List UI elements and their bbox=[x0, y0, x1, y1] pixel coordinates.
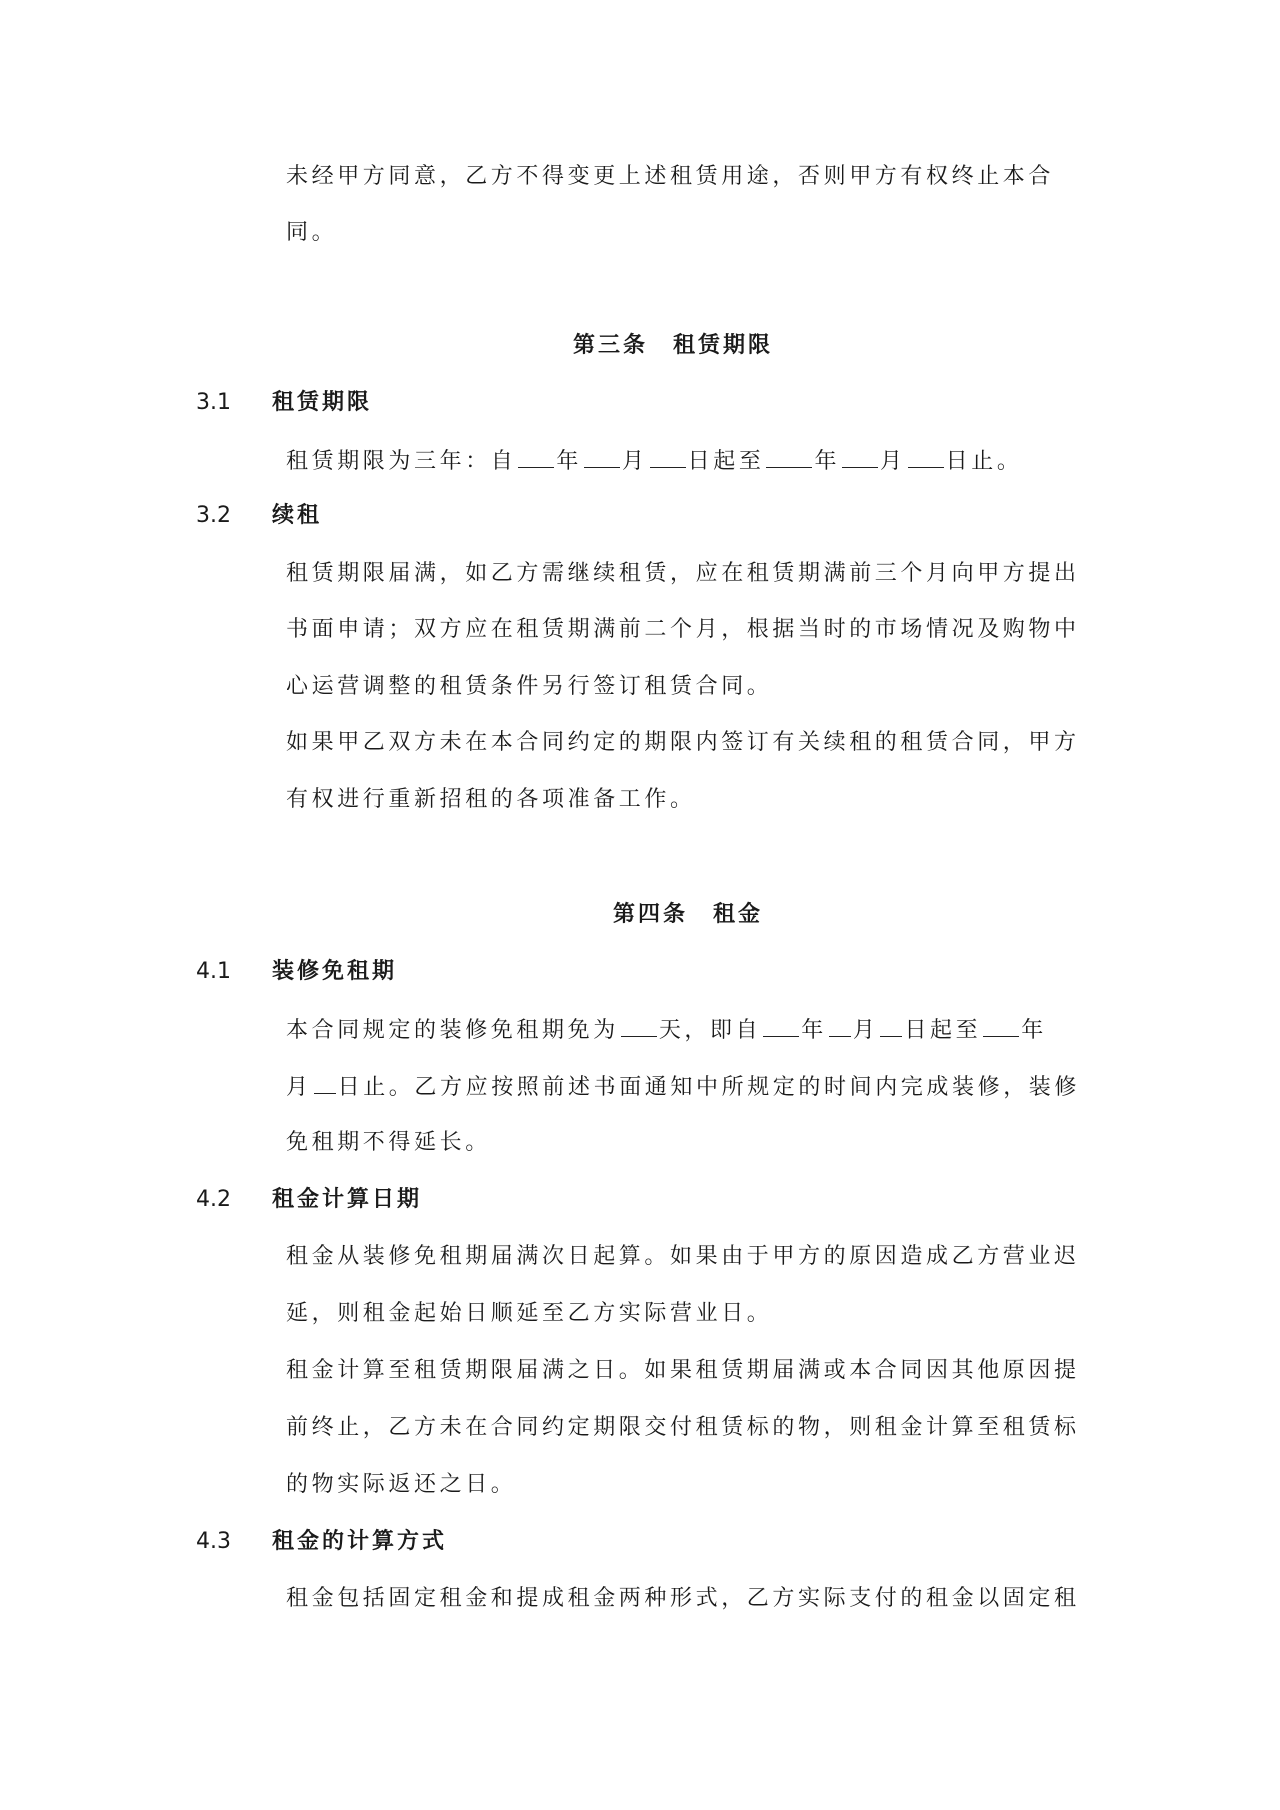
text: 年 bbox=[801, 1018, 827, 1043]
section-number: 4.2 bbox=[196, 1187, 231, 1212]
blank-field bbox=[518, 445, 554, 468]
text: 本合同规定的装修免租期免为 bbox=[286, 1018, 619, 1043]
paragraph-line: 延，则租金起始日顺延至乙方实际营业日。 bbox=[286, 1301, 773, 1326]
paragraph-line: 免租期不得延长。 bbox=[286, 1130, 491, 1155]
text: 月 bbox=[286, 1075, 312, 1100]
paragraph-line: 如果甲乙双方未在本合同约定的期限内签订有关续租的租赁合同，甲方 bbox=[286, 730, 1080, 755]
text: 年 bbox=[556, 449, 583, 474]
paragraph-line: 租金从装修免租期届满次日起算。如果由于甲方的原因造成乙方营业迟 bbox=[286, 1244, 1080, 1269]
paragraph-line: 同。 bbox=[286, 220, 338, 245]
paragraph-line: 未经甲方同意，乙方不得变更上述租赁用途，否则甲方有权终止本合 bbox=[286, 164, 1055, 189]
article-heading: 第三条 租赁期限 bbox=[573, 333, 774, 358]
paragraph-line: 心运营调整的租赁条件另行签订租赁合同。 bbox=[286, 674, 773, 699]
text: 天，即自 bbox=[658, 1018, 762, 1043]
section-title: 租金的计算方式 bbox=[272, 1529, 448, 1554]
blank-field bbox=[908, 445, 944, 468]
blank-field bbox=[763, 1014, 799, 1037]
section-number: 3.2 bbox=[196, 503, 231, 528]
section-number: 3.1 bbox=[196, 390, 231, 415]
blank-field bbox=[983, 1014, 1019, 1037]
section-title: 续租 bbox=[272, 503, 323, 528]
blank-field bbox=[880, 1014, 902, 1037]
paragraph-line: 租金计算至租赁期限届满之日。如果租赁期届满或本合同因其他原因提 bbox=[286, 1358, 1080, 1383]
paragraph-line bbox=[286, 445, 1022, 477]
paragraph-line: 租赁期限届满，如乙方需继续租赁，应在租赁期满前三个月向甲方提出 bbox=[286, 561, 1080, 586]
section-number: 4.3 bbox=[196, 1529, 231, 1554]
paragraph-line: 书面申请；双方应在租赁期满前二个月，根据当时的市场情况及购物中 bbox=[286, 617, 1080, 642]
section-title: 租赁期限 bbox=[272, 390, 373, 415]
blank-field bbox=[766, 445, 812, 468]
paragraph-line: 有权进行重新招租的各项准备工作。 bbox=[286, 787, 696, 812]
text: 年 bbox=[1021, 1018, 1047, 1043]
paragraph-line: 的物实际返还之日。 bbox=[286, 1472, 517, 1497]
blank-field bbox=[829, 1014, 851, 1037]
blank-field bbox=[314, 1071, 336, 1094]
text: 月 bbox=[622, 449, 648, 474]
paragraph-line bbox=[286, 1014, 1047, 1046]
text: 月 bbox=[852, 1018, 879, 1043]
article-heading: 第四条 租金 bbox=[613, 902, 764, 927]
paragraph-line: 租金包括固定租金和提成租金两种形式，乙方实际支付的租金以固定租 bbox=[286, 1586, 1080, 1611]
text: 月 bbox=[880, 449, 906, 474]
blank-field bbox=[650, 445, 686, 468]
text: 日止。乙方应按照前述书面通知中所规定的时间内完成装修，装修 bbox=[337, 1075, 1081, 1100]
paragraph-line bbox=[286, 1071, 1080, 1103]
section-title: 租金计算日期 bbox=[272, 1187, 423, 1212]
text: 日起至 bbox=[687, 449, 765, 474]
paragraph-line: 前终止，乙方未在合同约定期限交付租赁标的物，则租金计算至租赁标 bbox=[286, 1415, 1080, 1440]
text: 日起至 bbox=[904, 1018, 982, 1043]
section-number: 4.1 bbox=[196, 959, 231, 984]
blank-field bbox=[621, 1014, 657, 1037]
blank-field bbox=[584, 445, 620, 468]
section-title: 装修免租期 bbox=[272, 959, 398, 984]
text: 日止。 bbox=[945, 449, 1023, 474]
text: 租赁期限为三年：自 bbox=[286, 449, 517, 474]
blank-field bbox=[842, 445, 878, 468]
text: 年 bbox=[814, 449, 841, 474]
